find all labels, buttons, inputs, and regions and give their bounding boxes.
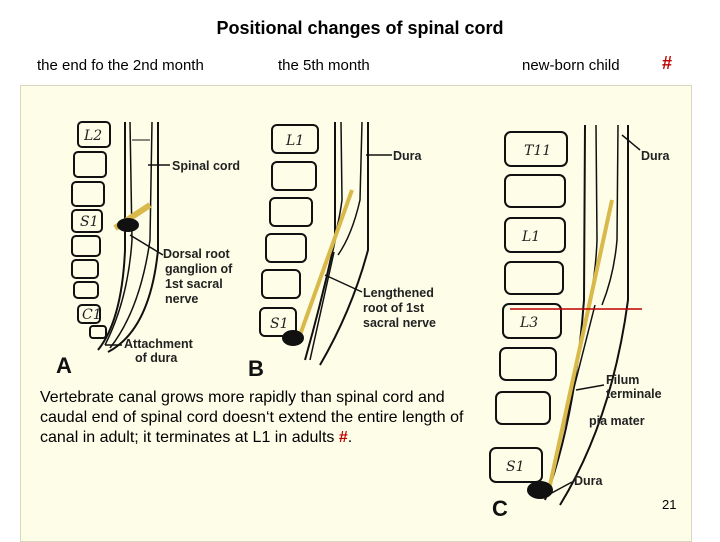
- caption-hash-mark: #: [338, 429, 348, 446]
- label-root-of-1st: root of 1st: [363, 301, 425, 315]
- label-pia-mater: pia mater: [589, 414, 645, 428]
- hash-mark: #: [662, 53, 673, 73]
- vertebra-label: L3: [520, 315, 539, 331]
- caption-text: Vertebrate canal grows more rapidly than spinal cord and caudal end of spinal cord doesn‘t extend the entire length of canal in adult; it terminates at L1 in adults: [40, 389, 464, 446]
- label-spinal-cord: Spinal cord: [172, 159, 241, 173]
- ganglion: [118, 219, 138, 231]
- panel-letter-c: C: [492, 496, 508, 521]
- label-sacral-nerve: sacral nerve: [363, 316, 436, 330]
- stage-label-5th-month: the 5th month: [278, 57, 370, 74]
- vertebra: [72, 182, 104, 206]
- label-lengthened: Lengthened: [363, 286, 434, 300]
- label-ganglion-of: ganglion of: [165, 262, 233, 276]
- ganglion: [283, 331, 303, 345]
- stage-label-newborn: new-born child: [522, 57, 620, 74]
- label-attachment: Attachment: [124, 337, 193, 351]
- label-filum: Filum: [606, 373, 640, 387]
- vertebra: [505, 175, 565, 207]
- slide-title: Positional changes of spinal cord: [216, 18, 504, 38]
- vertebra: [74, 282, 98, 298]
- panel-letter-b: B: [248, 356, 264, 381]
- vertebra: [90, 326, 106, 338]
- vertebra-label: S1: [506, 459, 525, 475]
- vertebra-label: S1: [80, 214, 99, 230]
- panel-letter-a: A: [56, 353, 72, 378]
- vertebra: [74, 152, 106, 177]
- vertebra: [272, 162, 316, 190]
- caption: [40, 388, 480, 448]
- vertebra: [500, 348, 556, 380]
- label-dura: Dura: [393, 149, 422, 163]
- vertebra-label: C1: [82, 307, 102, 323]
- panel-c: [490, 125, 640, 505]
- vertebra: [72, 260, 98, 278]
- label-dura-bottom: Dura: [574, 474, 603, 488]
- vertebra: [262, 270, 300, 298]
- label-nerve: nerve: [165, 292, 199, 306]
- vertebra: [270, 198, 312, 226]
- label-of-dura: of dura: [135, 351, 178, 365]
- stage-label-2nd-month: the end fo the 2nd month: [37, 57, 204, 74]
- vertebra: [496, 392, 550, 424]
- caption-end: .: [347, 429, 353, 446]
- label-terminale: terminale: [606, 387, 662, 401]
- vertebra-label: L2: [84, 128, 103, 144]
- vertebra-label: L1: [286, 133, 305, 149]
- page-number: 21: [662, 497, 677, 512]
- label-1st-sacral: 1st sacral: [165, 277, 223, 291]
- vertebra-label: T11: [524, 143, 552, 159]
- vertebra: [266, 234, 306, 262]
- vertebra-label: S1: [270, 316, 289, 332]
- vertebra: [72, 236, 100, 256]
- label-dura-top: Dura: [641, 149, 670, 163]
- vertebra: [505, 262, 563, 294]
- label-dorsal-root: Dorsal root: [163, 247, 230, 261]
- vertebra-label: L1: [522, 229, 541, 245]
